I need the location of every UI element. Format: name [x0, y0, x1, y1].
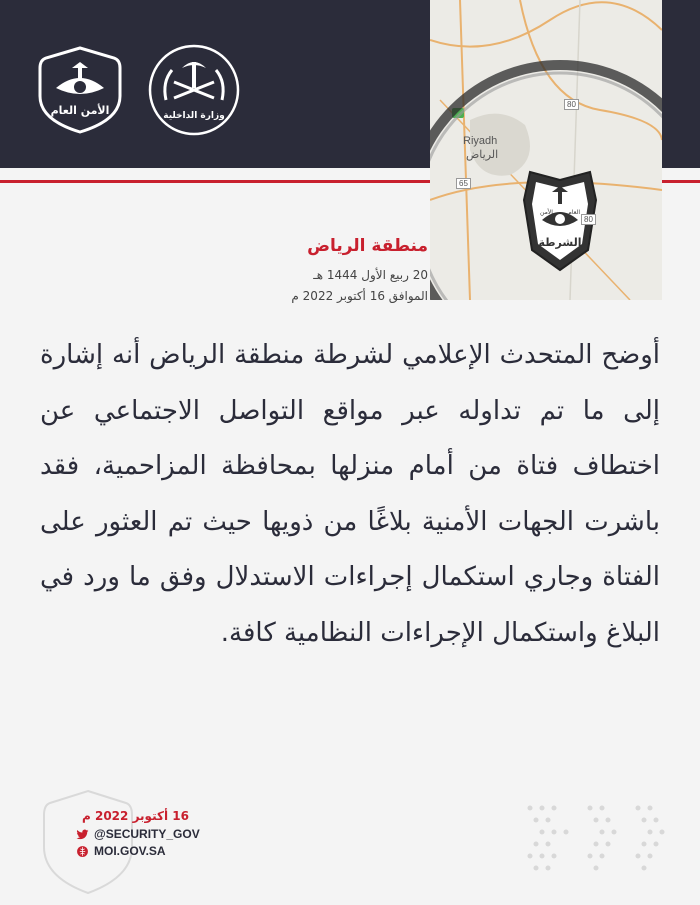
globe-icon — [76, 845, 89, 858]
date-hijri: 20 ربيع الأول 1444 هـ — [313, 268, 428, 282]
svg-text:الأمن العام: الأمن العام — [50, 104, 110, 117]
svg-text:العام: العام — [568, 209, 580, 216]
public-security-logo — [34, 44, 126, 136]
footer-date: 16 أكتوبر 2022 م — [82, 809, 189, 823]
map-label-riyadh-ar: الرياض — [466, 149, 499, 161]
twitter-handle: @SECURITY_GOV — [94, 827, 200, 841]
twitter-icon — [76, 828, 89, 841]
footer-badge-outline — [38, 787, 138, 897]
header-divider — [0, 180, 430, 183]
twitter-handle-row[interactable] — [76, 826, 200, 842]
map-highway-north: 80 — [564, 99, 579, 110]
website-url: MOI.GOV.SA — [94, 844, 166, 858]
map-highway-south: 80 — [581, 214, 596, 225]
moi-logo — [146, 42, 242, 138]
statement-text: أوضح المتحدث الإعلامي لشرطة منطقة الرياض أنه إشارة إلى ما تم تداوله عبر مواقع التواصل الاجتماعي عن اختطاف فتاة من أمام منزلها بمحافظة المزاحمية، فقد باشرت الجهات الأمنية بلاغًا من ذويها حيث تم العثور على الفتاة وجاري استكمال إجراءات الاستدلال وفق ما ورد في البلاغ واستكمال الإجراءات النظامية كافة. — [40, 340, 660, 648]
date-gregorian: الموافق 16 أكتوبر 2022 م — [291, 289, 428, 303]
svg-text:الأمن: الأمن — [540, 209, 553, 216]
header-divider-right — [662, 180, 700, 183]
svg-text:الشرطة: الشرطة — [538, 236, 582, 249]
region-title: منطقة الرياض — [307, 236, 428, 256]
map-photo — [430, 0, 662, 300]
map-label-riyadh-en: Riyadh — [463, 135, 498, 147]
map-highway-west: 65 — [456, 178, 471, 189]
decorative-dots — [520, 800, 670, 880]
website-row[interactable] — [76, 843, 166, 859]
svg-text:وزارة الداخلية: وزارة الداخلية — [163, 111, 225, 121]
